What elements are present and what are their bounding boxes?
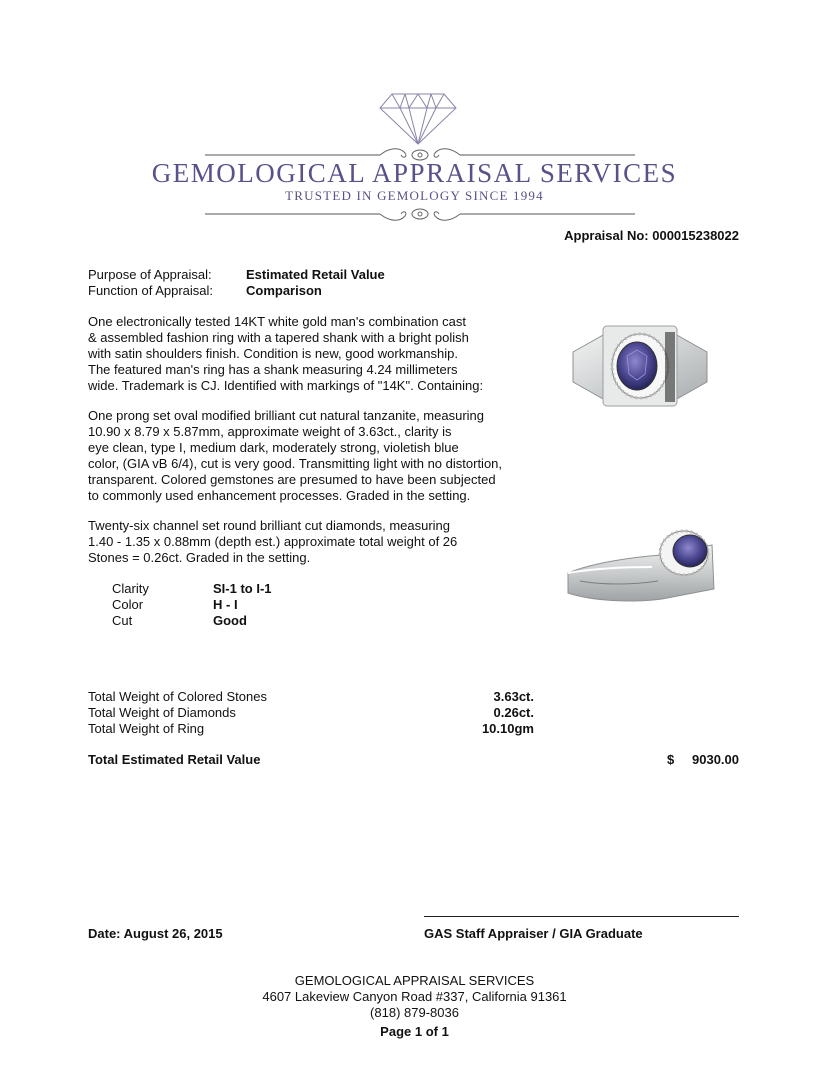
purpose-value: Estimated Retail Value <box>246 267 385 282</box>
appraisal-number: Appraisal No: 000015238022 <box>564 228 739 243</box>
diamonds-description <box>88 518 538 566</box>
tanzanite-line: 10.90 x 8.79 x 5.87mm, approximate weight of 3.63ct., clarity is <box>88 424 452 439</box>
tanzanite-line: color, (GIA vB 6/4), cut is very good. Transmitting light with no distortion, <box>88 456 503 471</box>
tanzanite-line: to commonly used enhancement processes. Graded in the setting. <box>88 488 471 503</box>
purpose-label: Purpose of Appraisal: <box>88 267 212 282</box>
company-tagline: TRUSTED IN GEMOLOGY SINCE 1994 <box>285 188 544 203</box>
total-colored-label: Total Weight of Colored Stones <box>88 689 267 704</box>
tanzanite-line: One prong set oval modified brilliant cut natural tanzanite, measuring <box>88 408 484 423</box>
total-ring-label: Total Weight of Ring <box>88 721 205 736</box>
total-ring-value: 10.10gm <box>481 721 534 736</box>
retail-value-label: Total Estimated Retail Value <box>88 752 261 767</box>
cut-label: Cut <box>112 613 133 628</box>
total-diamonds-value: 0.26ct. <box>493 705 534 720</box>
description-line: One electronically tested 14KT white gold man's combination cast <box>88 314 466 329</box>
page-number: Page 1 of 1 <box>380 1024 449 1039</box>
footer-address: 4607 Lakeview Canyon Road #337, California 91361 <box>262 989 567 1004</box>
cut-value: Good <box>213 613 247 628</box>
appraisal-date: Date: August 26, 2015 <box>88 926 223 941</box>
retail-currency: $ <box>667 752 675 767</box>
signature-line <box>424 916 739 917</box>
bottom-divider <box>205 204 635 224</box>
diamonds-line: Twenty-six channel set round brilliant cut diamonds, measuring <box>88 518 451 533</box>
description-line: wide. Trademark is CJ. Identified with markings of "14K". Containing: <box>88 378 484 393</box>
tanzanite-line: transparent. Colored gemstones are presumed to have been subjected <box>88 472 496 487</box>
clarity-label: Clarity <box>112 581 149 596</box>
description-line: with satin shoulders finish. Condition is new, good workmanship. <box>88 346 458 361</box>
function-label: Function of Appraisal: <box>88 283 214 298</box>
total-colored-value: 3.63ct. <box>493 689 534 704</box>
color-label: Color <box>112 597 144 612</box>
footer-phone: (818) 879-8036 <box>370 1005 459 1020</box>
footer-company: GEMOLOGICAL APPRAISAL SERVICES <box>294 973 535 988</box>
total-diamonds-label: Total Weight of Diamonds <box>88 705 236 720</box>
appraiser-signature-caption: GAS Staff Appraiser / GIA Graduate <box>424 926 643 941</box>
tanzanite-description <box>88 408 538 504</box>
diamond-logo-icon <box>378 90 458 146</box>
function-value: Comparison <box>246 283 322 298</box>
company-logo-title: GEMOLOGICAL APPRAISAL SERVICES <box>151 158 678 188</box>
ring-description <box>88 314 538 394</box>
diamonds-line: 1.40 - 1.35 x 0.88mm (depth est.) approximate total weight of 26 <box>88 534 458 549</box>
clarity-value: SI-1 to I-1 <box>213 581 272 596</box>
ring-front-photo <box>565 312 715 412</box>
retail-value-amount: 9030.00 <box>692 752 739 767</box>
description-line: & assembled fashion ring with a tapered shank with a bright polish <box>88 330 469 345</box>
diamonds-line: Stones = 0.26ct. Graded in the setting. <box>88 550 311 565</box>
ring-side-photo <box>562 515 722 615</box>
color-value: H - I <box>213 597 238 612</box>
description-line: The featured man's ring has a shank measuring 4.24 millimeters <box>88 362 458 377</box>
tanzanite-line: eye clean, type I, medium dark, moderately strong, violetish blue <box>88 440 459 455</box>
